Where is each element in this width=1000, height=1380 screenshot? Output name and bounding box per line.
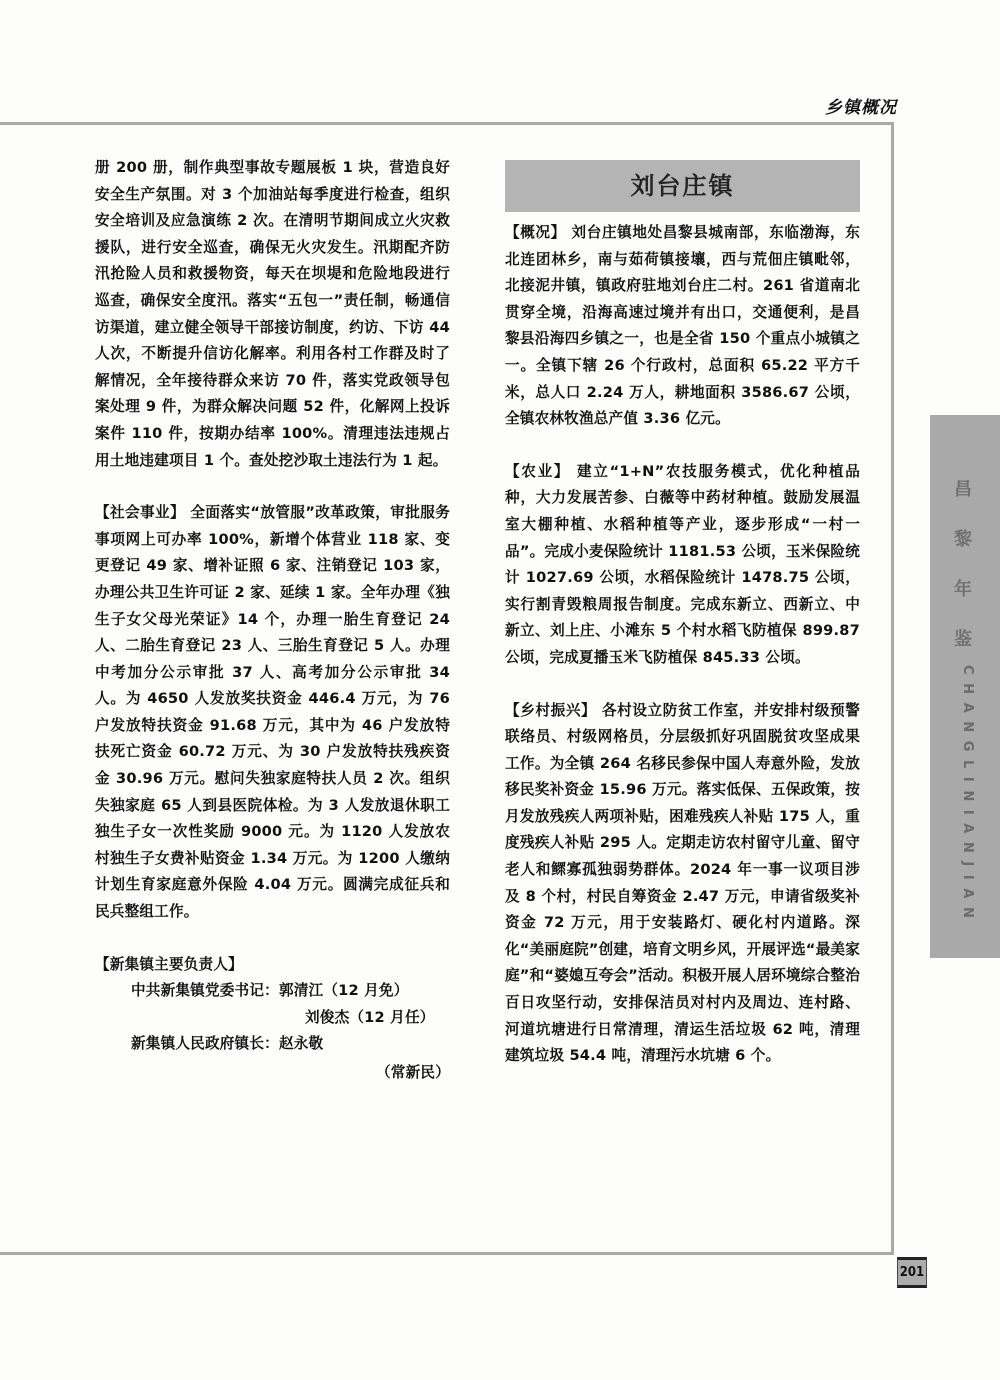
rural-revitalization-text: 各村设立防贫工作室，并安排村级预警联络员、村级网格员，分层级抓好巩固脱贫攻坚成果工作。为全镇 264 名移民参保中国人寿意外险，发放移民奖补资金 15.96 万元。落实低保、五保政策，按月发放残疾人两项补贴，困难残疾人补贴 175 人，重度残疾人补贴 295 人。定期走访农村留守儿童、留守老人和鳏寡孤独弱势群体。2024 年一事一议项目涉及 8 个村，村民自筹资金 2.47 万元，申请省级奖补资金 72 万元，用于安装路灯、硬化村内道路。深化“美丽庭院”创建，培育文明乡风，开展评选“最美家庭”和“婆媳互夸会”活动。积极开展人居环境综合整治百日攻坚行动，安排保洁员对村内及周边、连村路、河道坑塘进行日常清理，清运生活垃圾 62 吨，清理建筑垃圾 54.4 吨，清理污水坑塘 6 个。 bbox=[505, 701, 861, 1065]
leader-line: 刘俊杰（12 月任） bbox=[305, 1008, 435, 1026]
side-char: 鉴 bbox=[954, 629, 972, 650]
right-column bbox=[505, 160, 860, 1070]
side-tab-pinyin: CHANGLINIANJIAN bbox=[960, 665, 975, 927]
social-affairs-text: 全面落实“放管服”改革政策，审批服务事项网上可办率 100%，新增个体营业 118 家、变更登记 49 家、增补证照 6 家、注销登记 103 家，办理公共卫生许可证 2 家、延续 1 家。全年办理《独生子女父母光荣证》14 个，办理一胎生育登记 24 人、二胎生育登记 23 人、三胎生育登记 5 人。办理中考加分公示审批 37 人、高考加分公示审批 34 人。为 4650 人发放奖扶资金 446.4 万元，为 76 户发放特扶资金 91.68 万元，其中为 46 户发放特扶死亡资金 60.72 万元、为 30 户发放特扶残疾资金 30.96 万元。慰问失独家庭特扶人员 2 次。组织失独家庭 65 人到县医院体检。为 3 人发放退休职工独生子女一次性奖励 9000 元。为 1120 人发放农村独生子女费补贴资金 1.34 万元。为 1200 人缴纳计划生育家庭意外保险 4.04 万元。圆满完成征兵和民兵整组工作。 bbox=[95, 504, 451, 921]
side-char: 年 bbox=[954, 579, 972, 600]
author-signature: （常新民） bbox=[376, 1064, 450, 1081]
agriculture-heading: 【农业】 bbox=[505, 462, 571, 480]
side-char: 昌 bbox=[954, 479, 972, 500]
yearbook-side-tab bbox=[930, 415, 1000, 958]
spacer bbox=[95, 926, 450, 952]
rural-revitalization-heading: 【乡村振兴】 bbox=[505, 701, 597, 719]
page-number: 201 bbox=[897, 1257, 927, 1288]
leader-line: 中共新集镇党委书记：郭清江（12 月免） bbox=[131, 982, 409, 1000]
overview-heading: 【概况】 bbox=[505, 224, 566, 241]
spacer bbox=[505, 672, 860, 698]
town-title: 刘台庄镇 bbox=[505, 160, 860, 212]
overview-section bbox=[505, 220, 860, 433]
spacer bbox=[505, 433, 860, 459]
leader-line: 新集镇人民政府镇长：赵永敬 bbox=[131, 1035, 324, 1053]
leaders-heading: 【新集镇主要负责人】 bbox=[95, 955, 243, 973]
running-head: 乡镇概况 bbox=[825, 98, 897, 118]
overview-text: 刘台庄镇地处昌黎县城南部，东临渤海，东北连团林乡，南与茹荷镇接壤，西与荒佃庄镇毗邻，北接泥井镇，镇政府驻地刘台庄二村。261 省道南北贯穿全境，沿海高速过境并有出口，交通便利，是昌黎县沿海四乡镇之一，也是全省 150 个重点小城镇之一。全镇下辖 26 个行政村，总面积 65.22 平方千米，总人口 2.24 万人，耕地面积 3586.67 公顷，全镇农林牧渔总产值 3.36 亿元。 bbox=[505, 224, 861, 428]
side-char: 黎 bbox=[954, 529, 972, 550]
social-affairs-section bbox=[95, 500, 450, 926]
rural-revitalization-section bbox=[505, 698, 860, 1070]
agriculture-section bbox=[505, 459, 860, 672]
side-tab-chinese bbox=[951, 465, 975, 665]
agriculture-text: 建立“1+N”农技服务模式，优化种植品种，大力发展苦参、白薇等中药材种植。鼓励发展温室大棚种植、水稻种植等产业，逐步形成“一村一品”。完成小麦保险统计 1181.53 公顷，玉米保险统计 1027.69 公顷，水稻保险统计 1478.75 公顷，实行割青毁粮周报告制度。完成东新立、西新立、中新立、刘上庄、小滩东 5 个村水稻飞防植保 899.87 公顷，完成夏播玉米飞防植保 845.33 公顷。 bbox=[505, 462, 860, 666]
spacer bbox=[95, 474, 450, 500]
social-affairs-heading: 【社会事业】 bbox=[95, 504, 185, 522]
leaders-section bbox=[95, 952, 450, 1087]
left-column bbox=[95, 155, 450, 1087]
continued-paragraph: 册 200 册，制作典型事故专题展板 1 块，营造良好安全生产氛围。对 3 个加油站每季度进行检查，组织安全培训及应急演练 2 次。在清明节期间成立火灾救援队，进行安全巡查，确保无火灾发生。汛期配齐防汛抢险人员和救援物资，每天在坝堤和危险地段进行巡查，确保安全度汛。落实“五包一”责任制，畅通信访渠道，建立健全领导干部接访制度，约访、下访 44 人次，不断提升信访化解率。利用各村工作群及时了解情况，全年接待群众来访 70 件，落实党政领导包案处理 9 件，为群众解决问题 52 件，化解网上投诉案件 110 件，按期办结率 100%。清理违法违规占用土地违建项目 1 个。查处挖沙取土违法行为 1 起。 bbox=[95, 159, 450, 469]
